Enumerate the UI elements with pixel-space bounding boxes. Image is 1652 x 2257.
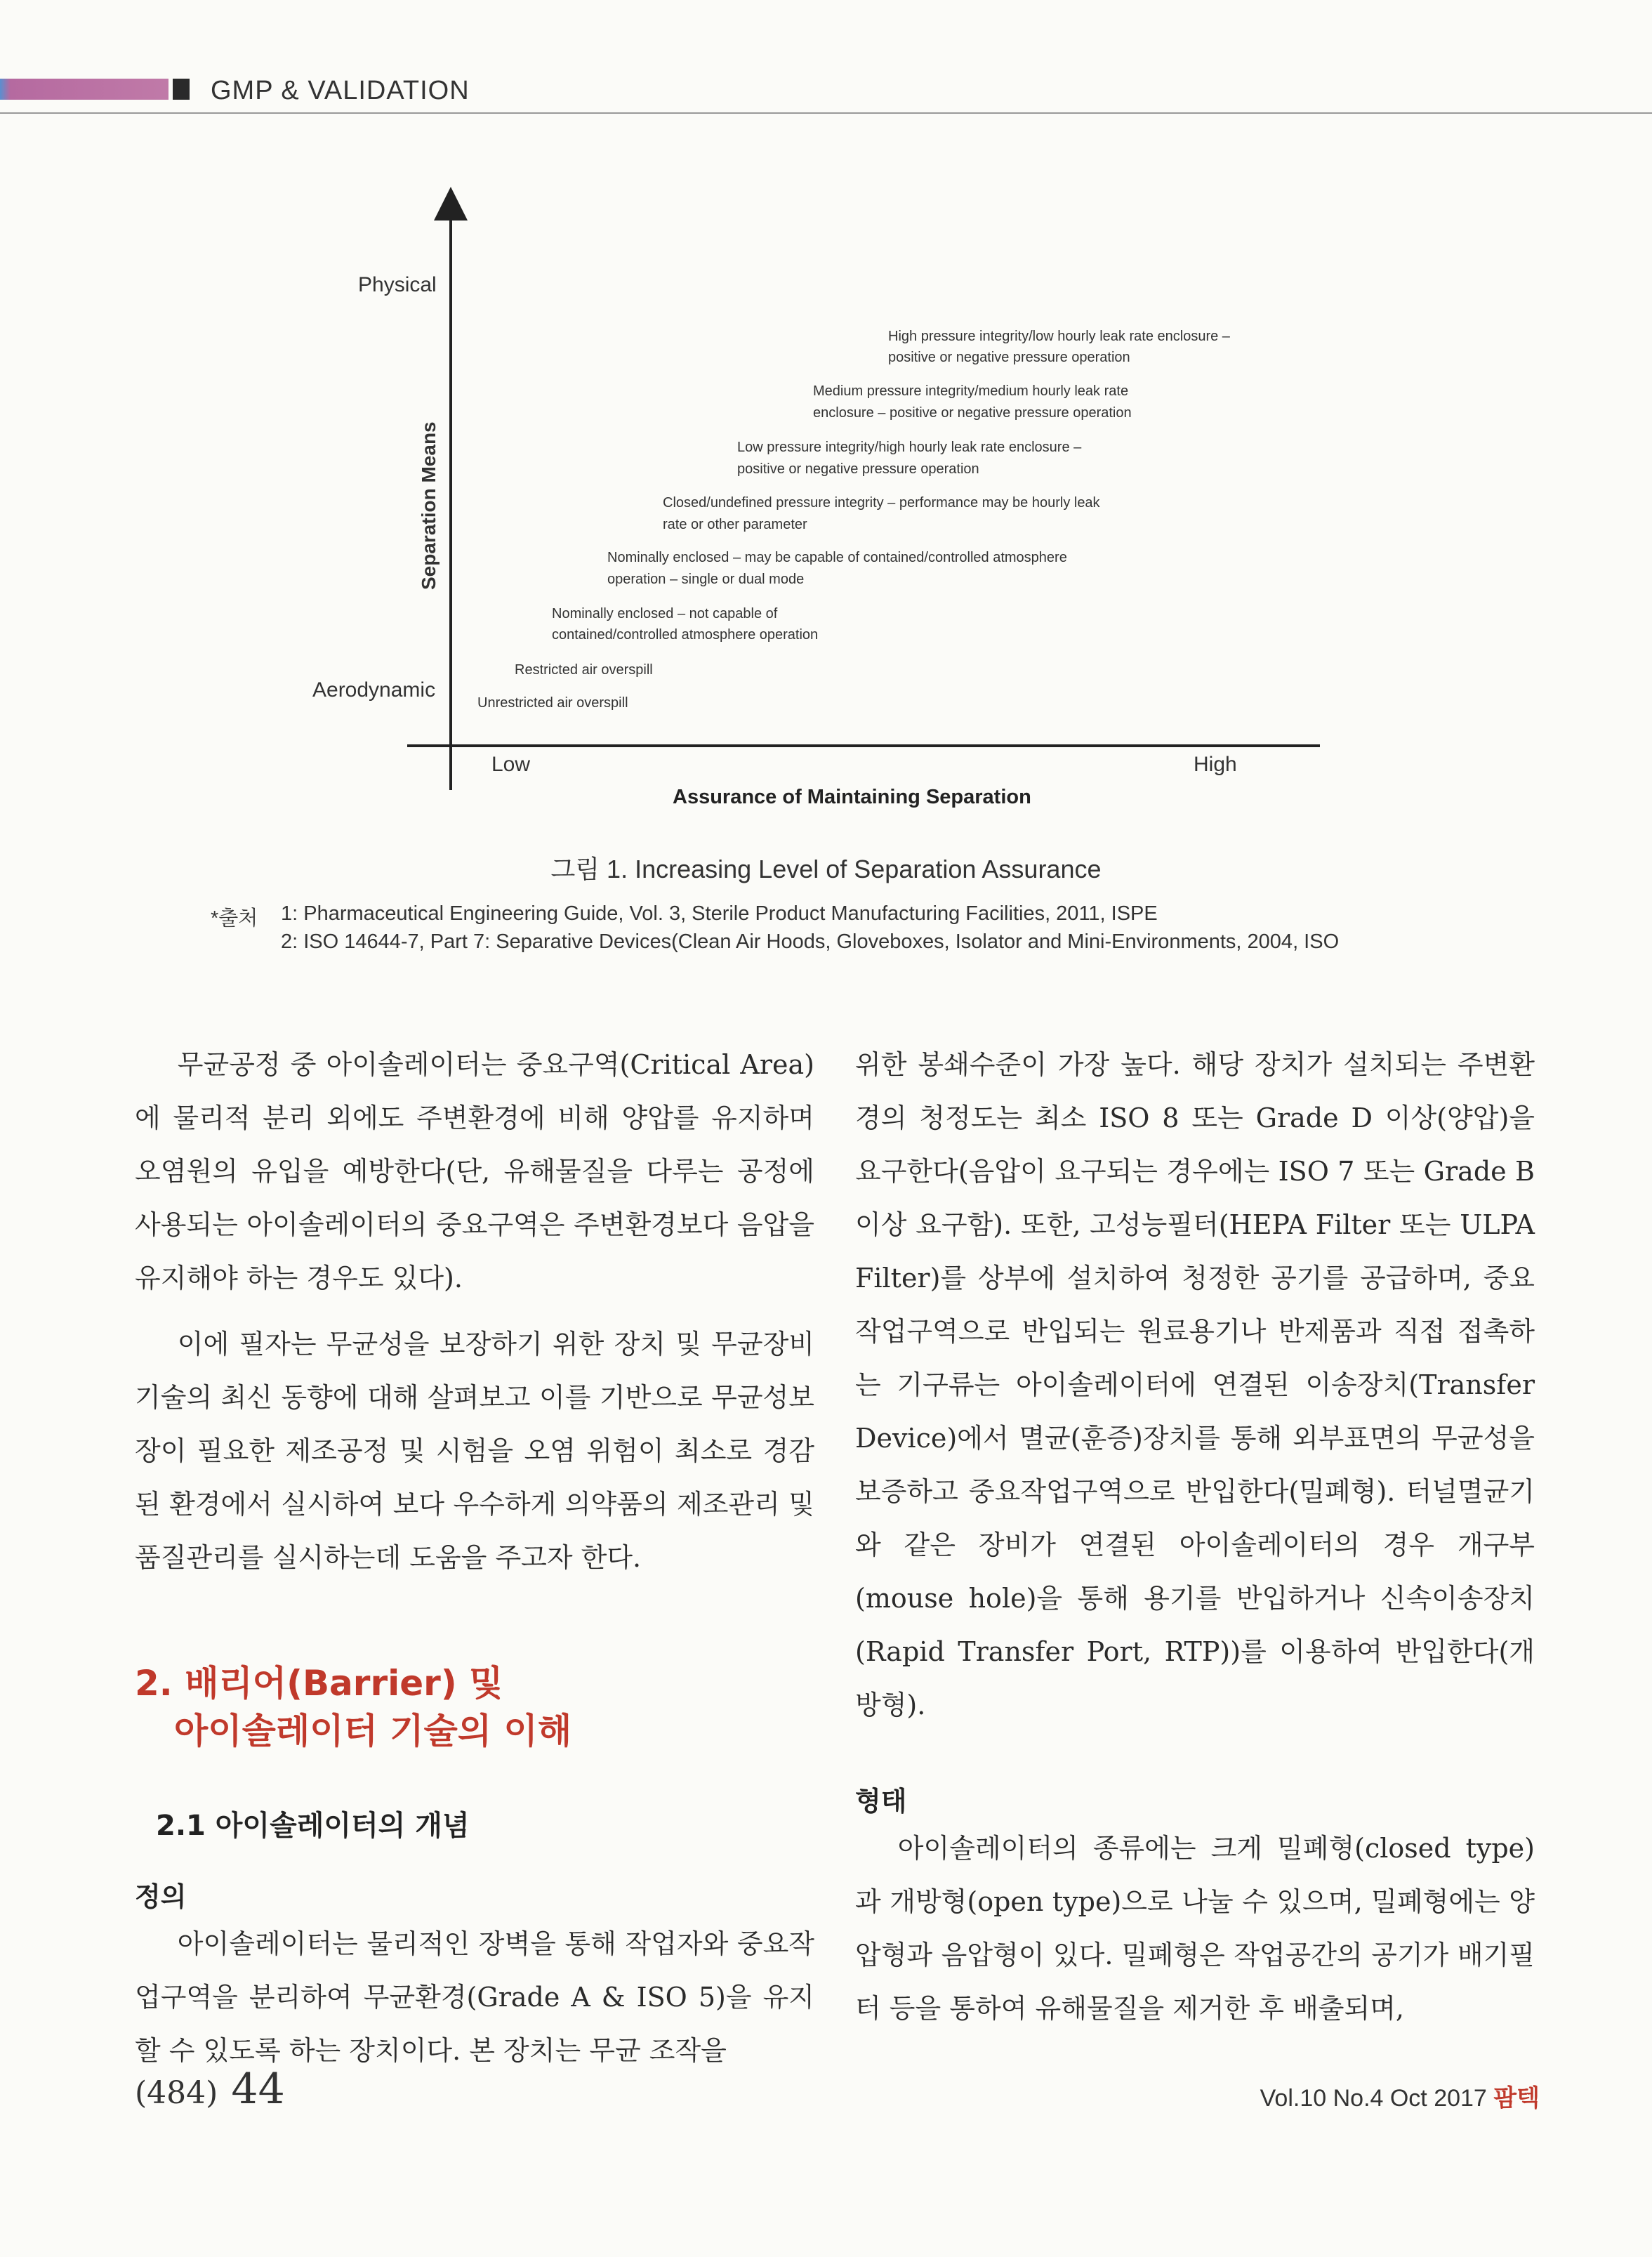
definition-paragraph: 아이솔레이터는 물리적인 장벽을 통해 작업자와 중요작업구역을 분리하여 무균환경(Grade A & ISO 5)을 유지할 수 있도록 하는 장치이다. 본 장치는 무균 조작을	[135, 1928, 814, 2066]
level-6-line2: positive or negative pressure operation	[737, 461, 979, 477]
level-1-line1: Unrestricted air overspill	[477, 695, 628, 711]
section-title-line-2: 아이솔레이터 기술의 이해	[174, 1711, 572, 1751]
y-bottom-label: Aerodynamic	[312, 678, 436, 702]
level-4-line1: Nominally enclosed – may be capable of contained/controlled atmosphere	[607, 550, 1067, 565]
figure-caption: 그림 1. Increasing Level of Separation Assurance	[550, 855, 1102, 883]
level-5-line1: Closed/undefined pressure integrity – performance may be hourly leak	[663, 495, 1100, 511]
form-heading: 형태	[855, 1786, 907, 1817]
level-2-line1: Restricted air overspill	[515, 662, 653, 678]
magazine-brand: 팜텍	[1493, 2084, 1540, 2112]
form-paragraph: 아이솔레이터의 종류에는 크게 밀폐형(closed type)과 개방형(open type)으로 나눌 수 있으며, 밀폐형에는 양압형과 음압형이 있다. 밀폐형은 작업공간의 공기가 배기필터 등을 통하여 유해물질을 제거한 후 배출되며,	[855, 1833, 1535, 2024]
issue-text: Vol.10 No.4 Oct 2017	[1260, 2085, 1487, 2112]
page-number-big: 44	[231, 2065, 285, 2114]
source-line-1: 1: Pharmaceutical Engineering Guide, Vol. 3, Sterile Product Manufacturing Facilities, 2011, ISPE	[281, 902, 1158, 925]
intro-paragraph-1: 무균공정 중 아이솔레이터는 중요구역(Critical Area)에 물리적 분리 외에도 주변환경에 비해 양압를 유지하며 오염원의 유입을 예방한다(단, 유해물질을 다루는 공정에 사용되는 아이솔레이터의 중요구역은 주변환경보다 음압을 유지해야 하는 경우도 있다).	[135, 1049, 814, 1294]
x-axis-title: Assurance of Maintaining Separation	[673, 786, 1031, 808]
intro-paragraph-2: 이에 필자는 무균성을 보장하기 위한 장치 및 무균장비기술의 최신 동향에 대해 살펴보고 이를 기반으로 무균성보장이 필요한 제조공정 및 시험을 오염 위험이 최소로 경감된 환경에서 실시하여 보다 우수하게 의약품의 제조관리 및 품질관리를 실시하는데 도움을 주고자 한다.	[135, 1329, 814, 1573]
y-axis-title: Separation Means	[418, 421, 440, 590]
x-high-label: High	[1194, 753, 1237, 776]
x-low-label: Low	[491, 753, 531, 776]
left-column	[135, 1038, 814, 1584]
level-8-line2: positive or negative pressure operation	[888, 350, 1130, 365]
source-prefix: *출처	[211, 907, 258, 930]
level-7-line1: Medium pressure integrity/medium hourly leak rate	[813, 383, 1129, 399]
figure-separation-assurance	[0, 0, 1652, 843]
section-title-line-1: 2. 배리어(Barrier) 및	[135, 1663, 503, 1704]
page-number	[135, 2065, 285, 2114]
level-6-line1: Low pressure integrity/high hourly leak rate enclosure –	[737, 440, 1082, 455]
right-column	[855, 1038, 1535, 1732]
subsection-title: 2.1 아이솔레이터의 개념	[156, 1810, 470, 1842]
figure-chart	[0, 0, 1652, 843]
page-number-small: (484)	[135, 2075, 218, 2111]
section-header: GMP & VALIDATION	[211, 76, 470, 105]
level-7-line2: enclosure – positive or negative pressure operation	[813, 405, 1132, 421]
level-4-line2: operation – single or dual mode	[607, 572, 805, 587]
level-8-line1: High pressure integrity/low hourly leak rate enclosure –	[888, 329, 1230, 344]
form-block	[855, 1822, 1535, 2035]
level-5-line2: rate or other parameter	[663, 517, 807, 532]
level-3-line2: contained/controlled atmosphere operation	[552, 627, 819, 643]
y-top-label: Physical	[358, 273, 437, 296]
level-3-line1: Nominally enclosed – not capable of	[552, 606, 778, 621]
definition-block	[135, 1917, 814, 2077]
source-line-2: 2: ISO 14644-7, Part 7: Separative Devices(Clean Air Hoods, Gloveboxes, Isolator and Mini-Environments, 2004, ISO	[281, 930, 1340, 953]
right-paragraph-1: 위한 봉쇄수준이 가장 높다. 해당 장치가 설치되는 주변환경의 청정도는 최소 ISO 8 또는 Grade D 이상(양압)을 요구한다(음압이 요구되는 경우에는 ISO 7 또는 Grade B 이상 요구함). 또한, 고성능필터(HEPA Filter 또는 ULPA Filter)를 상부에 설치하여 청정한 공기를 공급하며, 중요작업구역으로 반입되는 원료용기나 반제품과 직접 접촉하는 기구류는 아이솔레이터에 연결된 이송장치(Transfer Device)에서 멸균(훈증)장치를 통해 외부표면의 무균성을 보증하고 중요작업구역으로 반입한다(밀폐형). 터널멸균기와 같은 장비가 연결된 아이솔레이터의 경우 개구부(mouse hole)을 통해 용기를 반입하거나 신속이송장치(Rapid Transfer Port, RTP))를 이용하여 반입한다(개방형).	[855, 1049, 1535, 1720]
definition-heading: 정의	[135, 1881, 187, 1912]
issue-info	[1260, 2079, 1540, 2113]
